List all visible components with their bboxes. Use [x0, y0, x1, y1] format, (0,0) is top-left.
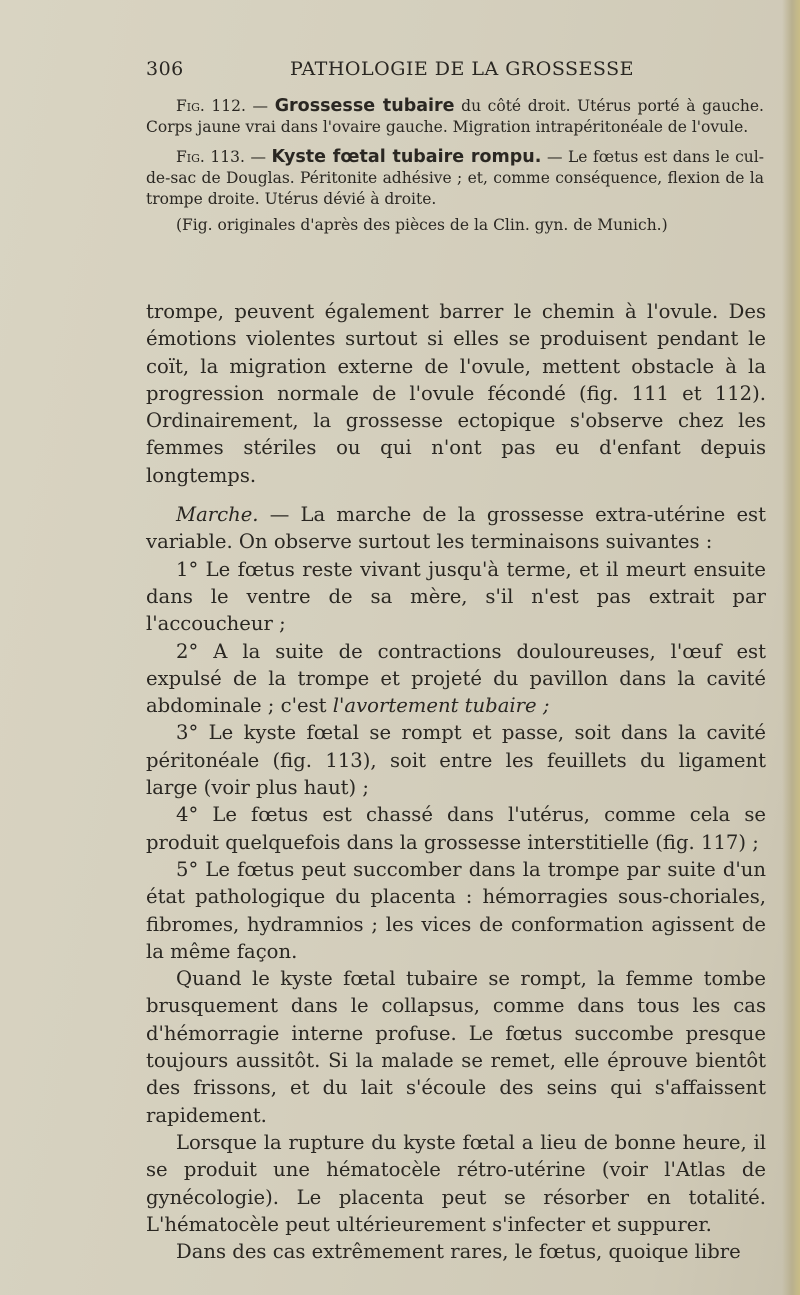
- caption-title: Grossesse tubaire: [274, 96, 455, 116]
- paragraph: Lorsque la rupture du kyste fœtal a lieu de bonne heure, il se produit une hématocèle rétro-utérine (voir l'Atlas de gynécologie). Le placenta peut se résorber en totalité. L'hématocèle peut ultérieurement s'infecter et suppurer.: [146, 1130, 766, 1236]
- caption-label: Fig. 113. —: [176, 148, 266, 166]
- caption-text: — Le fœtus est dans le cul-de-sac de Douglas. Péritonite adhésive ; et, comme conséquence, flexion de la trompe droite. Utérus dévié à droite.: [146, 148, 764, 208]
- caption-title: Kyste fœtal tubaire rompu.: [271, 147, 542, 167]
- paragraph: Quand le kyste fœtal tubaire se rompt, la femme tombe brusquement dans le collapsus, comme dans tous les cas d'hémorragie interne profuse. Le fœtus succombe presque toujours aussitôt. Si la malade se remet, elle éprouve bientôt des frissons, et du lait s'écoule des seins qui s'affaissent rapidement.: [146, 967, 766, 1127]
- page-edge-shadow: [782, 0, 800, 1295]
- body-text: [146, 298, 766, 1265]
- paragraph-marche: [146, 501, 766, 556]
- paragraph: Dans des cas extrêmement rares, le fœtus, quoique libre: [176, 1240, 741, 1264]
- page-number: 306: [146, 58, 184, 80]
- running-title: PATHOLOGIE DE LA GROSSESSE: [289, 58, 634, 80]
- caption-fig-112: [146, 96, 764, 138]
- list-item: 3° Le kyste fœtal se rompt et passe, soit dans la cavité péritonéale (fig. 113), soit entre les feuillets du ligament large (voir plus haut) ;: [146, 721, 766, 800]
- emphasis-text: l'avortement tubaire ;: [332, 694, 550, 718]
- figure-captions: [146, 96, 764, 245]
- section-heading: Marche.: [176, 503, 259, 527]
- caption-text: du côté droit. Utérus porté à gauche. Corps jaune vrai dans l'ovaire gauche. Migration intrapéritonéale de l'ovule.: [146, 97, 764, 136]
- caption-fig-113: [146, 147, 764, 210]
- paragraph: trompe, peuvent également barrer le chemin à l'ovule. Des émotions violentes surtout si elles se produisent pendant le coït, la migration externe de l'ovule, mettent obstacle à la progression normale de l'ovule fécondé (fig. 111 et 112). Ordinairement, la grossesse ectopique s'observe chez les femmes stériles ou qui n'ont pas eu d'enfant depuis longtemps.: [146, 300, 766, 487]
- list-item: [146, 638, 766, 720]
- paragraph-text: — La marche de la grossesse extra-utérine est variable. On observe surtout les terminaisons suivantes :: [146, 503, 766, 554]
- caption-source: (Fig. originales d'après des pièces de la Clin. gyn. de Munich.): [176, 216, 668, 234]
- list-item: 5° Le fœtus peut succomber dans la trompe par suite d'un état pathologique du placenta : hémorragies sous-choriales, fibromes, hydramnios ; les vices de conformation agissent de la même façon.: [146, 857, 766, 963]
- caption-label: Fig. 112. —: [176, 97, 269, 115]
- list-item: 4° Le fœtus est chassé dans l'utérus, comme cela se produit quelquefois dans la grossesse interstitielle (fig. 117) ;: [146, 803, 766, 854]
- list-item-text: 2° A la suite de contractions douloureuses, l'œuf est expulsé de la trompe et projeté du pavillon dans la cavité abdominale ; c'est: [146, 639, 766, 718]
- running-header: [146, 58, 634, 84]
- list-item: 1° Le fœtus reste vivant jusqu'à terme, et il meurt ensuite dans le ventre de sa mère, s'il n'est pas extrait par l'accoucheur ;: [146, 557, 766, 636]
